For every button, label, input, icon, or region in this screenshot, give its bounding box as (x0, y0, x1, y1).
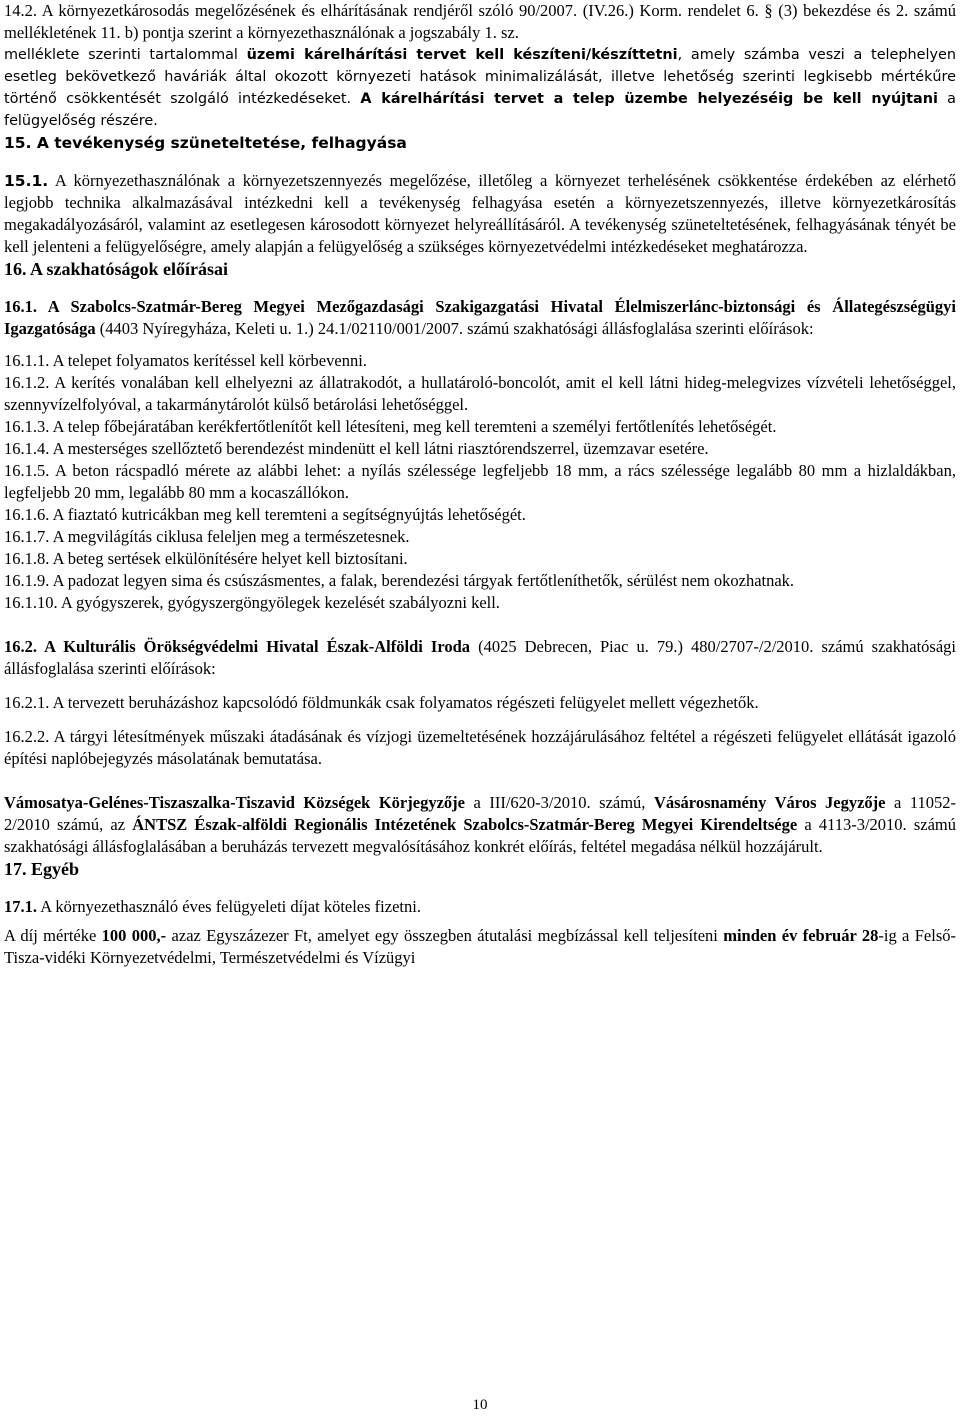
heading-15: 15. A tevékenység szüneteltetése, felhagyása (4, 134, 407, 152)
page-number: 10 (472, 1397, 488, 1413)
text-segment: a 11052-2/2010 számú, az (4, 793, 957, 834)
para-number: 16.1. (4, 297, 37, 316)
text-segment: (4403 Nyíregyháza, Keleti u. 1.) 24.1/02110/001/2007. számú szakhatósági állásfoglalása szerinti előírások: (95, 319, 814, 338)
list-item: 16.1.7. A megvilágítás ciklusa feleljen meg a természetesnek. (4, 527, 410, 546)
list-item: 16.1.8. A beteg sertések elkülönítésére helyet kell biztosítani. (4, 549, 408, 568)
text-segment: A környezethasználónak a környezetszennyezés megelőzése, illetőleg a környezet terhelésének csökkentése érdekében az elérhető legjobb technika alkalmazásával intézkedni kell a tevékenység felhagyása esetén a környezetszennyezés, illetve környezetkárosítás megakadályozásáról, valamint az esetlegesen károsodott környezet helyreállításáról. A tevékenység szüneteltetésének, felhagyásának tényét be kell jelenteni a felügyelőségre, amely alapján a felügyelőség a szükséges környezetvédelmi intézkedéseket meghatározza. (4, 171, 956, 256)
text-segment: azaz Egyszázezer Ft, amelyet egy összegben átutalási megbízással kell teljesíteni (166, 926, 724, 945)
authority-name: Vásárosnamény Város Jegyzője (653, 793, 886, 812)
text-segment: , amely számba veszi a telephelyen esetleg bekövetkező haváriák által okozott környezeti hatások minimalizálását, illetve lehetőség szerinti legkisebb mértékűre történő csökkentését szolgáló intézkedéseket. (4, 47, 957, 107)
heading-17: 17. Egyéb (4, 859, 80, 879)
list-item: 16.1.6. A fiaztató kutricákban meg kell teremteni a segítségnyújtás lehetőségét. (4, 505, 526, 524)
list-item: 16.1.3. A telep főbejáratában kerékfertőtlenítőt kell létesíteni, meg kell teremteni a személyi fertőtlenítés lehetőségét. (4, 417, 777, 436)
text-segment: a III/620-3/2010. számú, (464, 793, 654, 812)
para-14-2-intro: 14.2. A környezetkárosodás megelőzésének és elhárításának rendjéről szóló 90/2007. (IV.26.) Korm. rendelet 6. § (3) bekezdése és 2. számú mellékletének 11. b) pontja szerint a környezethasználónak a jogszabály 1. sz. (4, 1, 956, 42)
authority-name: Vámosatya-Gelénes-Tiszaszalka-Tiszavid Községek Körjegyzője (4, 793, 465, 812)
para-fee (4, 925, 956, 969)
heading-16: 16. A szakhatóságok előírásai (4, 259, 229, 279)
text-segment: A környezethasználó éves felügyeleti díjat köteles fizetni. (37, 897, 421, 916)
fee-amount: 100 000,- (101, 926, 167, 945)
bold-segment: üzemi kárelhárítási tervet kell készíteni/készíttetni (246, 47, 678, 63)
para-15-1 (4, 170, 956, 258)
para-number: 15.1. (4, 172, 49, 190)
para-16-2-2: 16.2.2. A tárgyi létesítmények műszaki átadásának és vízjogi üzemeltetésének hozzájárulásához feltétel a régészeti felügyelet ellátását igazoló építési naplóbejegyzés másolatának bemutatása. (4, 727, 956, 768)
para-16-2 (4, 636, 956, 680)
text-segment: melléklete szerinti tartalommal (4, 47, 247, 63)
list-16-1 (4, 350, 956, 614)
list-item: 16.1.5. A beton rácspadló mérete az alábbi lehet: a nyílás szélessége legfeljebb 18 mm, a rács szélessége legalább 80 mm a hizlaldákban, legfeljebb 20 mm, legalább 80 mm a kocaszállókon. (4, 461, 956, 502)
text-segment: (4025 Debrecen, Piac u. 79.) 480/2707-/2/2010. számú szakhatósági állásfoglalása szerinti előírások: (4, 637, 956, 678)
para-16-2-1: 16.2.1. A tervezett beruházáshoz kapcsolódó földmunkák csak folyamatos régészeti felügyelet mellett végezhetők. (4, 693, 759, 712)
para-16-1 (4, 296, 956, 340)
bold-segment: A kárelhárítási tervet a telep üzembe helyezéséig be kell nyújtani (360, 91, 938, 107)
list-item: 16.1.9. A padozat legyen sima és csúszásmentes, a falak, berendezési tárgyak fertőtleníthetők, sérülést nem okozhatnak. (4, 571, 795, 590)
authority-name: ÁNTSZ Észak-alföldi Regionális Intézetének Szabolcs-Szatmár-Bereg Megyei Kirendeltsége (132, 815, 798, 834)
list-item: 16.1.10. A gyógyszerek, gyógyszergöngyölegek kezelését szabályozni kell. (4, 593, 500, 612)
para-jegyzo (4, 792, 956, 858)
authority-name: A Kulturális Örökségvédelmi Hivatal Észak-Alföldi Iroda (37, 637, 471, 656)
text-segment: a 4113-3/2010. számú szakhatósági állásfoglalásában a beruházás tervezett megvalósításához konkrét előírás, feltétel megadása nélkül hozzájárult. (4, 815, 956, 856)
para-14-2-body (4, 44, 956, 132)
due-date: minden év február 28 (723, 926, 879, 945)
para-number: 17.1. (4, 897, 37, 916)
authority-name: A Szabolcs-Szatmár-Bereg Megyei Mezőgazdasági Szakigazgatási Hivatal Élelmiszerlánc-biztonsági és Állategészségügyi Igazgatósága (4, 297, 956, 338)
text-segment: A díj mértéke (4, 926, 102, 945)
list-item: 16.1.2. A kerítés vonalában kell elhelyezni az állatrakodót, a hullatároló-boncolót, amit el kell látni hideg-melegvizes vízvételi lehetőséggel, szennyvízelfolyóval, a takarmánytárolót külső betárolási lehetőséggel. (4, 373, 956, 414)
text-segment: -ig a Felső-Tisza-vidéki Környezetvédelmi, Természetvédelmi és Vízügyi (4, 926, 957, 967)
para-17-1 (4, 896, 956, 918)
para-number: 16.2. (4, 637, 37, 656)
text-segment: a felügyelőség részére. (4, 91, 956, 129)
list-item: 16.1.4. A mesterséges szellőztető berendezést mindenütt el kell látni riasztórendszerrel, üzemzavar esetére. (4, 439, 709, 458)
list-item: 16.1.1. A telepet folyamatos kerítéssel kell körbevenni. (4, 351, 367, 370)
